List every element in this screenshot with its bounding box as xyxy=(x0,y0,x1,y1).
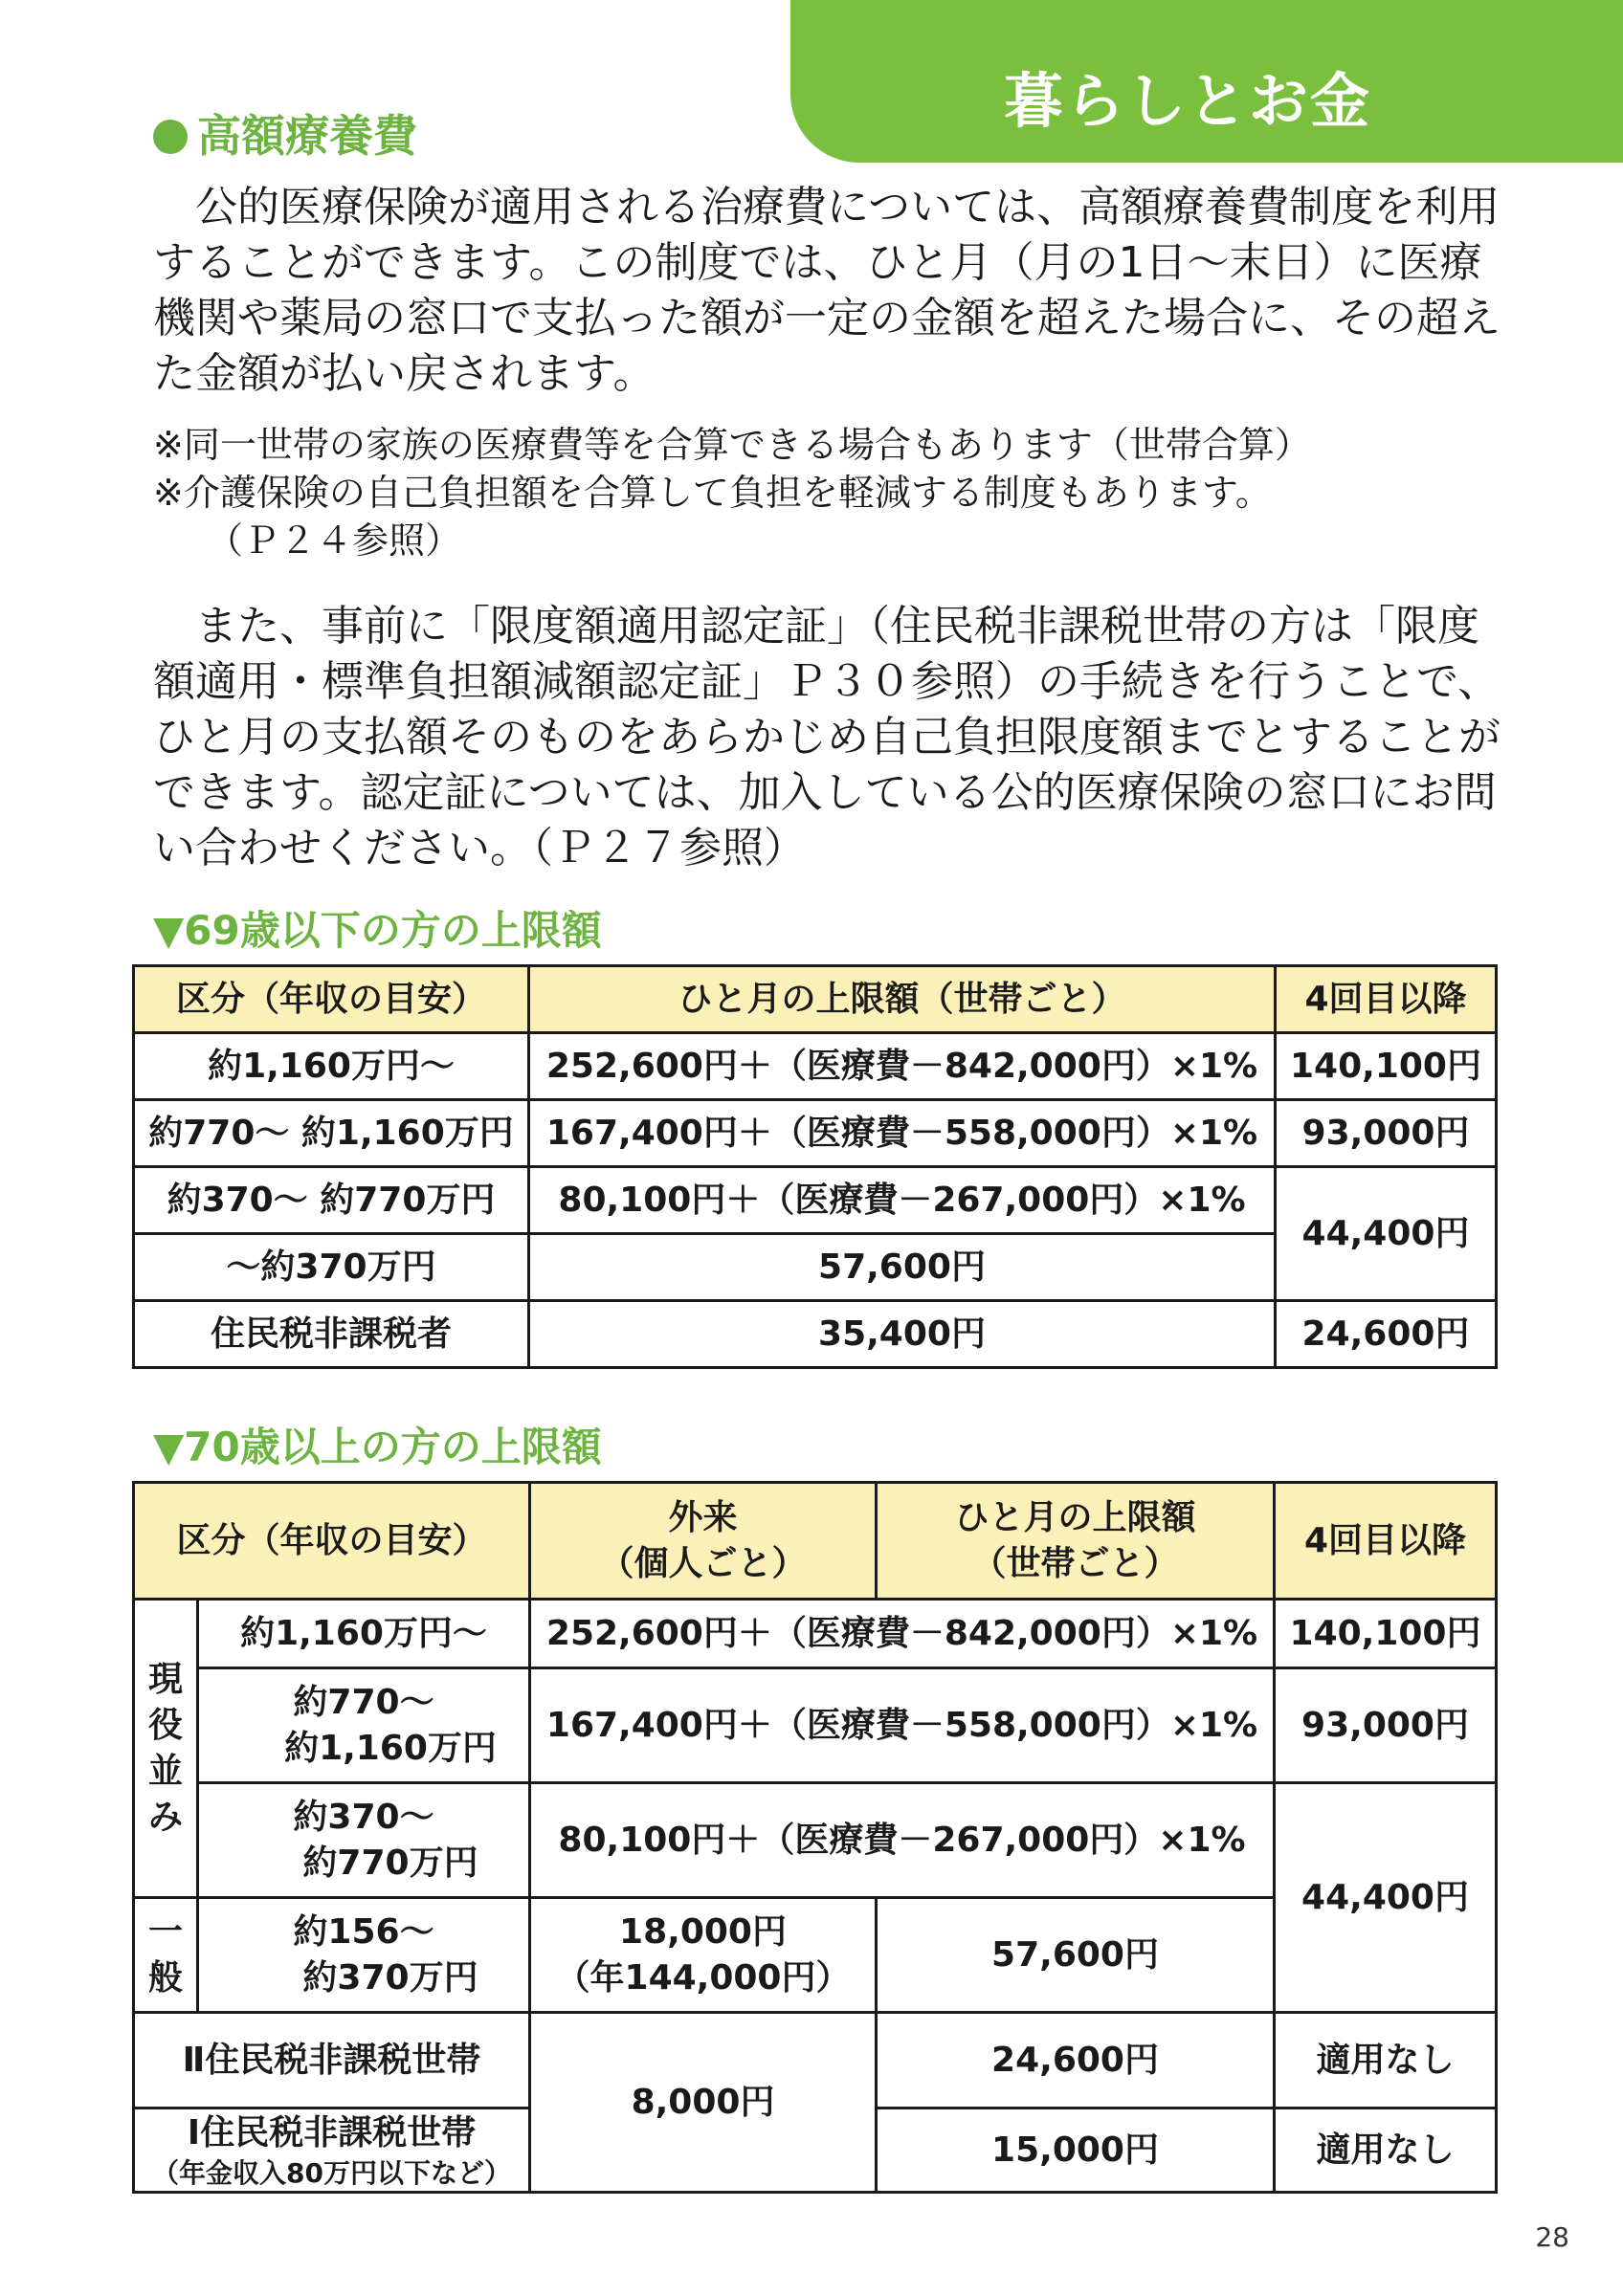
cell-household: 24,600円 xyxy=(877,2013,1275,2108)
cell-outpatient xyxy=(530,1898,877,2013)
cell-category xyxy=(198,1668,530,1783)
header-outpatient-line1: 外来 xyxy=(668,1497,738,1537)
cell-category xyxy=(134,2108,530,2193)
cell-fourth: 140,100円 xyxy=(1276,1033,1497,1100)
table1-heading: ▼69歳以下の方の上限額 xyxy=(153,907,602,954)
cell-household: 15,000円 xyxy=(877,2108,1275,2193)
table-row xyxy=(134,1033,1497,1100)
header-household-limit xyxy=(877,1483,1275,1600)
cell-fourth: 適用なし xyxy=(1275,2108,1497,2193)
cell-household: 57,600円 xyxy=(877,1898,1275,2013)
header-outpatient xyxy=(530,1483,877,1600)
cell-limit: 252,600円＋（医療費－842,000円）×1% xyxy=(529,1033,1276,1100)
intro-paragraph xyxy=(153,180,1512,402)
certificate-paragraph-text: また、事前に「限度額適用認定証」（住民税非課税世帯の方は「限度額適用・標準負担額減額認定証」Ｐ３０参照）の手続きを行うことで、ひと月の支払額そのものをあらかじめ自己負担限度額までとすることができます。認定証については、加入している公的医療保険の窓口にお問い合わせください。（Ｐ２７参照） xyxy=(153,602,1501,872)
cell-category: 約770〜 約1,160万円 xyxy=(134,1100,529,1167)
cell-category-line2: 約1,160万円 xyxy=(284,1728,497,1768)
group-label-text: 現 役 並 み xyxy=(147,1659,183,1837)
cell-category: 約1,160万円〜 xyxy=(198,1600,530,1668)
cell-limit: 252,600円＋（医療費－842,000円）×1% xyxy=(530,1600,1275,1668)
cell-limit: 80,100円＋（医療費－267,000円）×1% xyxy=(529,1167,1276,1234)
cell-fourth: 140,100円 xyxy=(1275,1600,1497,1668)
cell-limit: 80,100円＋（医療費－267,000円）×1% xyxy=(530,1783,1275,1898)
table-row xyxy=(134,1668,1497,1783)
notes-block xyxy=(153,421,1512,564)
category-tab xyxy=(790,0,1623,163)
section-heading xyxy=(153,101,417,165)
cell-fourth-shared: 44,400円 xyxy=(1276,1167,1497,1301)
table-row xyxy=(134,1783,1497,1898)
cell-category: 住民税非課税者 xyxy=(134,1301,529,1368)
cell-category-line2: 約770万円 xyxy=(302,1843,478,1883)
table-row xyxy=(134,1600,1497,1668)
certificate-paragraph xyxy=(153,599,1512,876)
header-household-line1: ひと月の上限額 xyxy=(954,1497,1196,1537)
cell-fourth: 適用なし xyxy=(1275,2013,1497,2108)
cell-category: Ⅱ住民税非課税世帯 xyxy=(134,2013,530,2108)
category-tab-title: 暮らしとお金 xyxy=(1003,66,1371,136)
table-header-row xyxy=(134,966,1497,1033)
table-row xyxy=(134,1301,1497,1368)
table-under-69 xyxy=(132,964,1498,1369)
table-row xyxy=(134,1167,1497,1234)
cell-category: 約1,160万円〜 xyxy=(134,1033,529,1100)
cell-category-line1: 約156〜 xyxy=(293,1911,434,1952)
cell-limit: 167,400円＋（医療費－558,000円）×1% xyxy=(529,1100,1276,1167)
note-household-total: ※同一世帯の家族の医療費等を合算できる場合もあります（世帯合算） xyxy=(153,424,1311,466)
header-outpatient-line2: （個人ごと） xyxy=(599,1543,807,1583)
table2-heading: ▼70歳以上の方の上限額 xyxy=(153,1424,602,1470)
group-label-general xyxy=(134,1898,198,2013)
note-care-insurance: ※介護保険の自己負担額を合算して負担を軽減する制度もあります。 xyxy=(153,472,1272,514)
cell-category: 〜約370万円 xyxy=(134,1234,529,1301)
cell-fourth-shared: 44,400円 xyxy=(1275,1783,1497,2013)
note-page-reference: （Ｐ２４参照） xyxy=(207,519,462,562)
cell-category: 約370〜 約770万円 xyxy=(134,1167,529,1234)
group-label-working-level xyxy=(134,1600,198,1898)
cell-outpatient-line2: （年144,000円） xyxy=(555,1957,851,1998)
cell-category xyxy=(198,1898,530,2013)
header-monthly-limit: ひと月の上限額（世帯ごと） xyxy=(529,966,1276,1033)
cell-category-line1: 約370〜 xyxy=(293,1797,434,1837)
cell-category-note: （年金収入80万円以下など） xyxy=(152,2156,511,2189)
header-category: 区分（年収の目安） xyxy=(134,1483,530,1600)
cell-limit: 167,400円＋（医療費－558,000円）×1% xyxy=(530,1668,1275,1783)
section-heading-text: 高額療養費 xyxy=(197,110,417,162)
bullet-circle-icon xyxy=(153,120,188,154)
cell-outpatient-line1: 18,000円 xyxy=(619,1911,787,1952)
table-header-row xyxy=(134,1483,1497,1600)
page-number: 28 xyxy=(1535,2221,1569,2253)
header-fourth-onward: 4回目以降 xyxy=(1275,1483,1497,1600)
header-household-line2: （世帯ごと） xyxy=(971,1543,1179,1583)
table-row xyxy=(134,2013,1497,2108)
group-label-text: 一 般 xyxy=(147,1911,183,1998)
cell-category-line2: 約370万円 xyxy=(302,1957,478,1998)
intro-paragraph-text: 公的医療保険が適用される治療費については、高額療養費制度を利用することができます。この制度では、ひと月（月の1日〜末日）に医療機関や薬局の窓口で支払った額が一定の金額を超えた場合に、その超えた金額が払い戻されます。 xyxy=(153,183,1501,398)
cell-limit: 35,400円 xyxy=(529,1301,1276,1368)
header-category: 区分（年収の目安） xyxy=(134,966,529,1033)
cell-fourth: 93,000円 xyxy=(1276,1100,1497,1167)
cell-limit: 57,600円 xyxy=(529,1234,1276,1301)
header-fourth-onward: 4回目以降 xyxy=(1276,966,1497,1033)
cell-fourth: 24,600円 xyxy=(1276,1301,1497,1368)
table-row xyxy=(134,1100,1497,1167)
cell-category-label: Ⅰ住民税非課税世帯 xyxy=(187,2112,477,2152)
cell-outpatient-low-income: 8,000円 xyxy=(530,2013,877,2193)
cell-fourth: 93,000円 xyxy=(1275,1668,1497,1783)
cell-category xyxy=(198,1783,530,1898)
table-over-70 xyxy=(132,1481,1498,2194)
cell-category-line1: 約770〜 xyxy=(293,1682,434,1722)
